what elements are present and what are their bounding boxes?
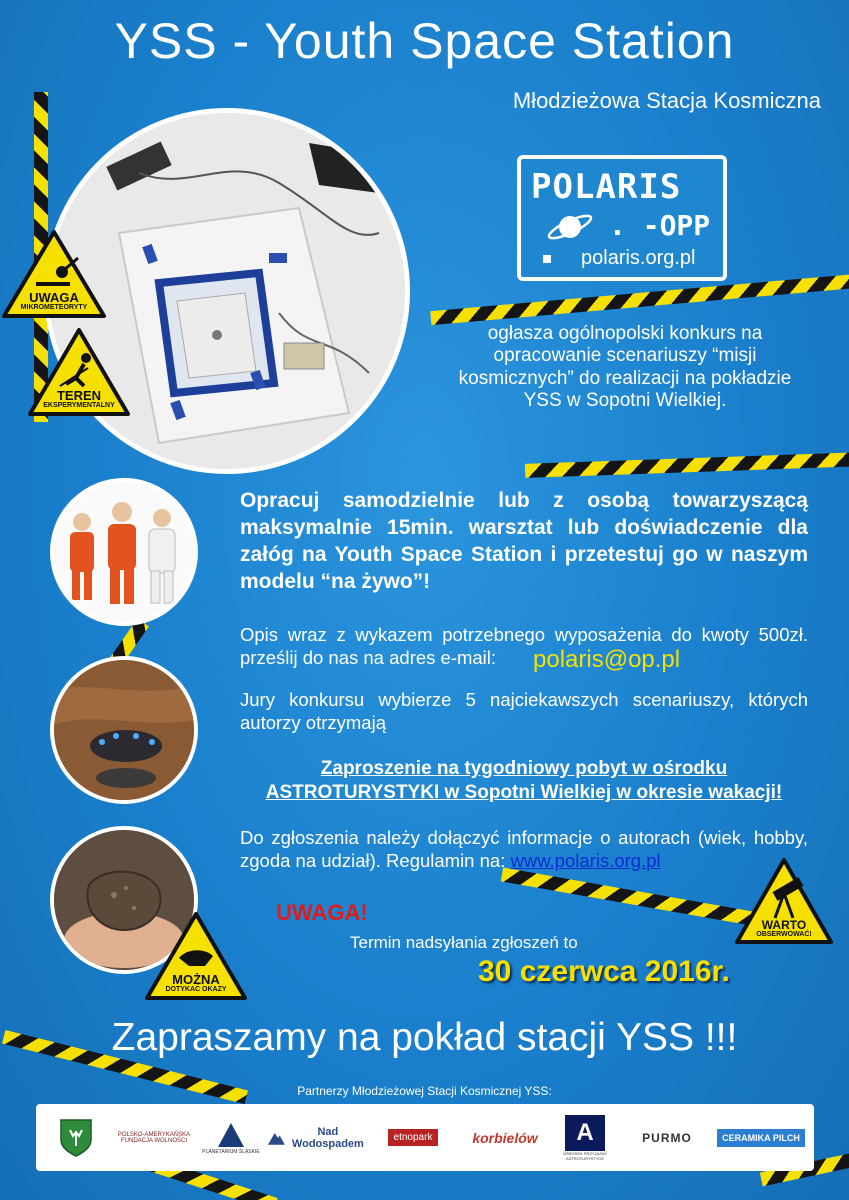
kids-in-spacesuits-photo (50, 478, 198, 626)
sign-title: UWAGA (29, 290, 79, 305)
partner-logo (460, 1104, 550, 1171)
partner-logo (376, 1104, 450, 1171)
regulations-link[interactable]: www.polaris.org.pl (510, 850, 661, 872)
sign-subtitle: EKSPERYMENTALNY (43, 402, 115, 409)
partner-name: CERAMIKA PILCH (717, 1129, 805, 1147)
jury-text: Jury konkursu wybierze 5 najciekawszych scenariuszy, których autorzy otrzymają (240, 689, 808, 734)
partner-name: etnopark (388, 1129, 439, 1146)
saturn-icon (545, 207, 595, 247)
logo-url: polaris.org.pl (581, 247, 696, 269)
logo-dot (543, 255, 551, 263)
partner-name: PURMO (642, 1130, 692, 1145)
sign-title: TEREN (56, 388, 102, 403)
astro-logo: A (565, 1115, 605, 1151)
sign-title: WARTO (761, 918, 807, 932)
rover-illustration (54, 660, 194, 800)
partners-title: Partnerzy Młodzieżowej Stacji Kosmicznej YSS: (297, 1084, 552, 1098)
description-text: Opis wraz z wykazem potrzebnego wyposażenia do kwoty 500zł. prześlij do nas na adres e-mail: (240, 624, 808, 669)
partner-logo (196, 1104, 266, 1171)
logo-suffix: . -OPP (609, 209, 711, 242)
partner-name: Nad Wodospadem (291, 1125, 364, 1150)
partner-name: korbielów (472, 1129, 538, 1146)
contact-email[interactable]: polaris@op.pl (533, 646, 681, 673)
deer-coat-of-arms-icon (59, 1118, 93, 1158)
closing-text: Zapraszamy na pokład stacji YSS !!! (111, 1016, 738, 1059)
partner-logo (268, 1104, 368, 1171)
sign-subtitle: OBSERWOWAĆ! (756, 931, 812, 938)
touch-allowed-sign (143, 910, 249, 1002)
intro-text: ogłasza ogólnopolski konkurs na opracowanie scenariuszy “misji kosmicznych” do realizacji na pokładzie YSS w Sopotni Wielkiej. (458, 323, 792, 412)
polaris-logo (517, 155, 727, 281)
planetarium-logo (216, 1121, 246, 1149)
attachment-text-body: Do zgłoszenia należy dołączyć informacje o autorach (wiek, hobby, zgoda na udział). Regulamin na: (240, 827, 808, 872)
partner-logo (558, 1104, 612, 1171)
deadline-label: Termin nadsyłania zgłoszeń to (350, 933, 578, 952)
partner-name: OŚRODEK PRZYJAZNY ASTROTURYSTYCE (562, 1150, 608, 1161)
hazard-tape (501, 868, 759, 927)
deadline-date: 30 czerwca 2016r. (478, 955, 730, 988)
partner-name: POLSKO-AMERYKAŃSKA FUNDACJA WOLNOŚCI (117, 1131, 191, 1144)
logo-name: POLARIS (531, 167, 682, 207)
rover-robot-photo (50, 656, 198, 804)
partner-logo (630, 1104, 704, 1171)
partners-strip (36, 1104, 814, 1171)
micrometeor-warning-sign (0, 228, 108, 320)
partner-name: PLANETARIUM ŚLĄSKIE (202, 1148, 260, 1155)
mountain-logo (268, 1130, 285, 1146)
sign-subtitle: MIKROMETEORYTY (20, 304, 88, 311)
sign-subtitle: DOTYKAĆ OKAZY (165, 986, 227, 993)
kids-spacesuits-illustration (54, 482, 194, 622)
partner-logo (114, 1104, 194, 1171)
page-title: YSS - Youth Space Station (114, 13, 735, 69)
sign-title: MOŻNA (172, 972, 220, 987)
prize-text: Zaproszenie na tygodniowy pobyt w ośrodku ASTROTURYSTYKI w Sopotni Wielkiej w okresie wakacji! (265, 758, 783, 803)
partner-logo (46, 1104, 106, 1171)
lead-text: Opracuj samodzielnie lub z osobą towarzyszącą maksymalnie 15min. warsztat lub doświadczenie dla załóg na Youth Space Station i przetestuj go w naszym modelu “na żywo”! (240, 489, 808, 594)
warning-heading: UWAGA! (276, 900, 368, 925)
attachment-text (240, 826, 808, 872)
experimental-terrain-sign (26, 326, 132, 418)
page-subtitle: Młodzieżowa Stacja Kosmiczna (512, 88, 821, 113)
hazard-tape (525, 452, 849, 478)
partner-logo (716, 1104, 806, 1171)
